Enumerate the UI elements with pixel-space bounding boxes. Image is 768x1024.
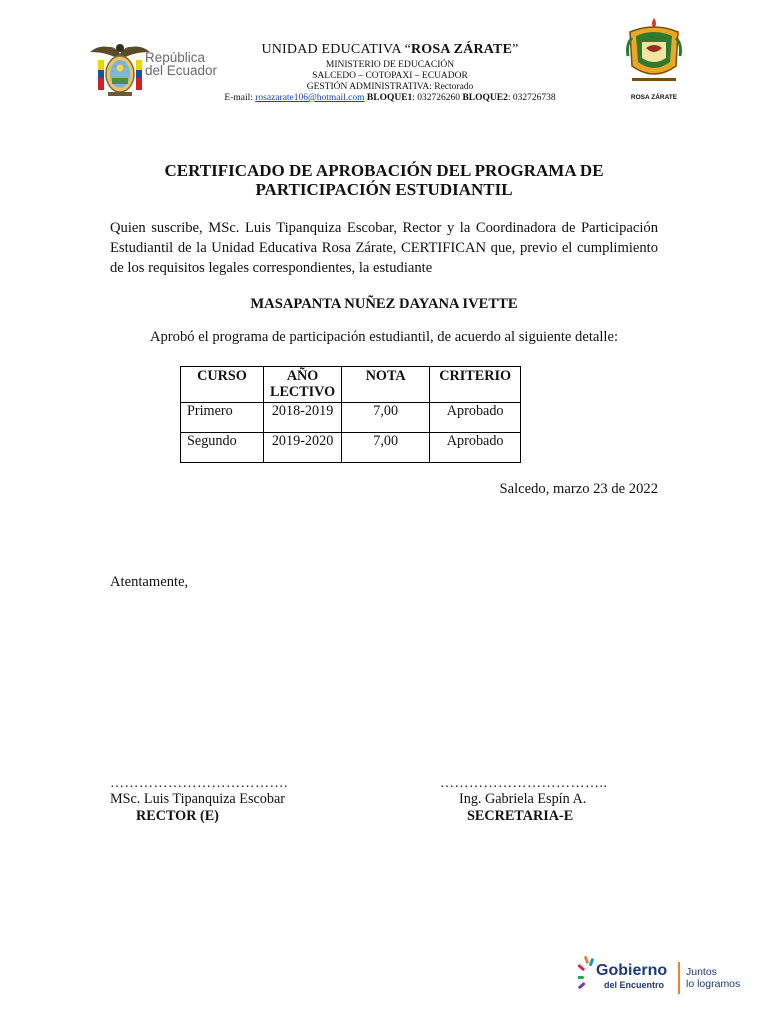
del-ecuador-text: del Ecuador <box>145 63 218 78</box>
certificate-paragraph: Quien suscribe, MSc. Luis Tipanquiza Escobar, Rector y la Coordinadora de Participación Estudiantil de la Unidad Educativa Rosa Zárate, CERTIFICAN que, previo el cumplimiento de los requisitos legales correspondientes, la estudiante <box>110 220 659 276</box>
cell-curso: Segundo <box>181 433 264 463</box>
cell-nota: 7,00 <box>342 403 430 433</box>
cell-criterio: Aprobado <box>430 403 521 433</box>
secretary-role: SECRETARIA-E <box>467 808 574 824</box>
school-emblem-logo <box>624 16 684 104</box>
management-line: GESTIÓN ADMINISTRATIVA: Rectorado <box>306 82 474 92</box>
cell-criterio: Aprobado <box>430 433 521 463</box>
student-name: MASAPANTA NUÑEZ DAYANA IVETTE <box>250 296 518 312</box>
emblem-caption: ROSA ZÁRATE <box>630 94 678 101</box>
header-nota: NOTA <box>342 367 430 403</box>
footer-divider <box>678 962 680 994</box>
grades-table <box>180 366 521 463</box>
contact-line: E-mail: rosazarate106@hotmail.com BLOQUE1: 032726260 BLOQUE2: 032726738 <box>224 93 556 103</box>
email-link[interactable]: rosazarate106@hotmail.com <box>255 93 365 103</box>
cell-ano: 2019-2020 <box>264 433 342 463</box>
header-ano-lectivo: AÑO LECTIVO <box>264 367 342 403</box>
header-criterio: CRITERIO <box>430 367 521 403</box>
del-encuentro-text: del Encuentro <box>604 980 665 990</box>
secretary-name: Ing. Gabriela Espín A. <box>459 791 587 807</box>
cell-ano: 2018-2019 <box>264 403 342 433</box>
table-row <box>181 403 521 433</box>
slogan: Juntos lo logramos <box>686 966 741 990</box>
school-name: ROSA ZÁRATE <box>411 42 513 57</box>
gobierno-burst-icon <box>578 956 596 992</box>
school-emblem-icon <box>624 16 684 96</box>
cell-curso: Primero <box>181 403 264 433</box>
header-curso: CURSO <box>181 367 264 403</box>
gobierno-logo <box>578 956 758 1000</box>
secretary-signature-line: …………………………….. <box>440 776 608 791</box>
detail-text: Aprobó el programa de participación estudiantil, de acuerdo al siguiente detalle: <box>149 329 619 345</box>
table-row <box>181 433 521 463</box>
ministry-line: MINISTERIO DE EDUCACIÓN <box>325 60 455 70</box>
issue-date: Salcedo, marzo 23 de 2022 <box>499 481 658 497</box>
republica-text: República <box>145 50 206 65</box>
rector-name: MSc. Luis Tipanquiza Escobar <box>110 791 285 807</box>
gobierno-text: Gobierno <box>596 962 668 979</box>
school-title: UNIDAD EDUCATIVA “ROSA ZÁRATE” <box>261 42 519 57</box>
rector-role: RECTOR (E) <box>136 808 219 824</box>
table-header-row <box>181 367 521 403</box>
rector-signature-line: ………………………………. <box>110 776 288 791</box>
cell-nota: 7,00 <box>342 433 430 463</box>
closing-text: Atentamente, <box>110 574 189 590</box>
location-line: SALCEDO – COTOPAXI – ECUADOR <box>312 71 468 81</box>
certificate-title: CERTIFICADO DE APROBACIÓN DEL PROGRAMA DE PARTICIPACIÓN ESTUDIANTIL <box>164 161 604 199</box>
